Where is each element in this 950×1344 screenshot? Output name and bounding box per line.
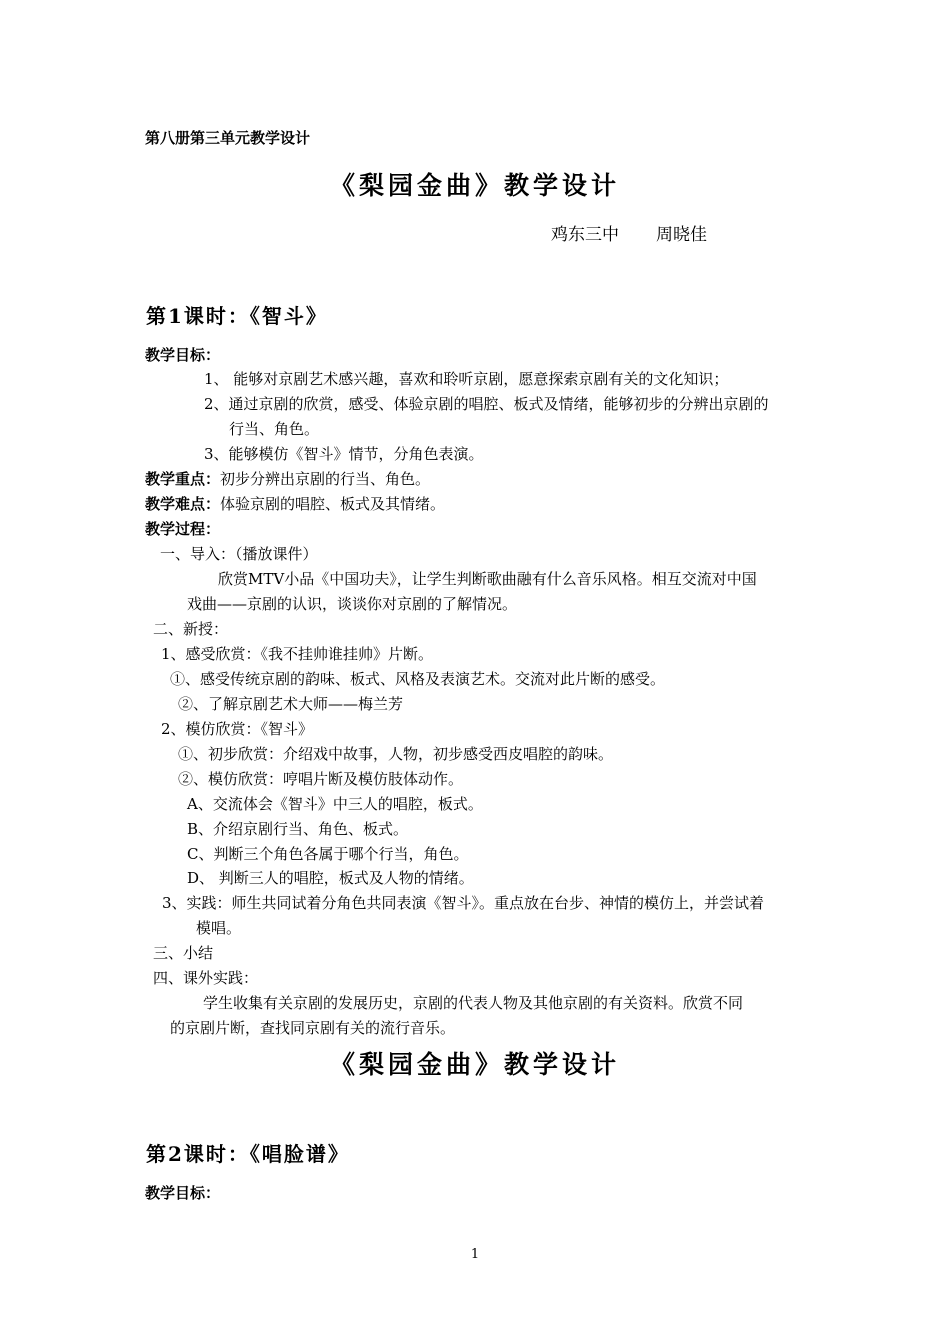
process-label: 教学过程： [145,520,221,538]
author-name: 周晓佳 [656,225,707,245]
process-line: A、交流体会《智斗》中三人的唱腔，板式。 [187,795,483,813]
process-line: 学生收集有关京剧的发展历史，京剧的代表人物及其他京剧的有关资料。欣赏不同 [203,994,744,1012]
key-point-label: 教学重点： [145,470,221,488]
process-line: 2、模仿欣赏：《智斗》 [161,720,314,738]
key-point [145,469,430,489]
process-line: 模唱。 [196,919,242,937]
key-point-text: 初步分辨出京剧的行当、角色。 [220,470,431,488]
page-number: 1 [470,1247,480,1262]
unit-label: 第八册第三单元教学设计 [145,129,311,147]
process-line: C、判断三个角色各属于哪个行当，角色。 [187,845,469,863]
objective-item: 2、通过京剧的欣赏，感受、体验京剧的唱腔、板式及情绪，能够初步的分辨出京剧的 [204,395,769,413]
process-line: ①、初步欣赏：介绍戏中故事，人物，初步感受西皮唱腔的韵味。 [178,745,614,763]
process-line: 的京剧片断，查找同京剧有关的流行音乐。 [170,1019,456,1037]
process-line: ②、了解京剧艺术大师——梅兰芳 [178,695,404,713]
process-line: 二、新授： [153,620,229,638]
lesson1-heading: 第1课时：《智斗》 [146,304,328,328]
difficulty-text: 体验京剧的唱腔、板式及其情绪。 [220,495,446,513]
process-line: 四、课外实践： [153,969,259,987]
document-title: 《梨园金曲》教学设计 [329,171,620,200]
lesson2-heading: 第2课时：《唱脸谱》 [146,1142,350,1166]
process-line: B、介绍京剧行当、角色、板式。 [187,820,409,838]
lesson2-title: 《梨园金曲》教学设计 [329,1050,620,1079]
process-line: D、 判断三人的唱腔，板式及人物的情绪。 [187,869,474,887]
process-line: 戏曲——京剧的认识，谈谈你对京剧的了解情况。 [187,595,518,613]
process-line: ①、感受传统京剧的韵味、板式、风格及表演艺术。交流对此片断的感受。 [170,670,666,688]
process-line: 欣赏MTV小品《中国功夫》，让学生判断歌曲融有什么音乐风格。相互交流对中国 [218,570,757,588]
objective-item: 行当、角色。 [229,420,320,438]
lesson1-objectives-label: 教学目标： [145,346,221,364]
objective-item: 1、 能够对京剧艺术感兴趣，喜欢和聆听京剧，愿意探索京剧有关的文化知识； [204,370,729,388]
author-school: 鸡东三中 [551,225,619,245]
objective-item: 3、能够模仿《智斗》情节，分角色表演。 [204,445,484,463]
process-line: 3、实践：师生共同试着分角色共同表演《智斗》。重点放在台步、神情的模仿上，并尝试着 [162,894,765,912]
process-line: 三、小结 [153,944,214,962]
difficulty-label: 教学难点： [145,495,221,513]
process-line: 1、感受欣赏：《我不挂帅谁挂帅》片断。 [161,645,434,663]
lesson2-objectives-label: 教学目标： [145,1184,221,1202]
process-line: ②、模仿欣赏：哼唱片断及模仿肢体动作。 [178,770,464,788]
process-line: 一、导入：（播放课件） [160,545,318,563]
difficulty-point [145,494,445,514]
